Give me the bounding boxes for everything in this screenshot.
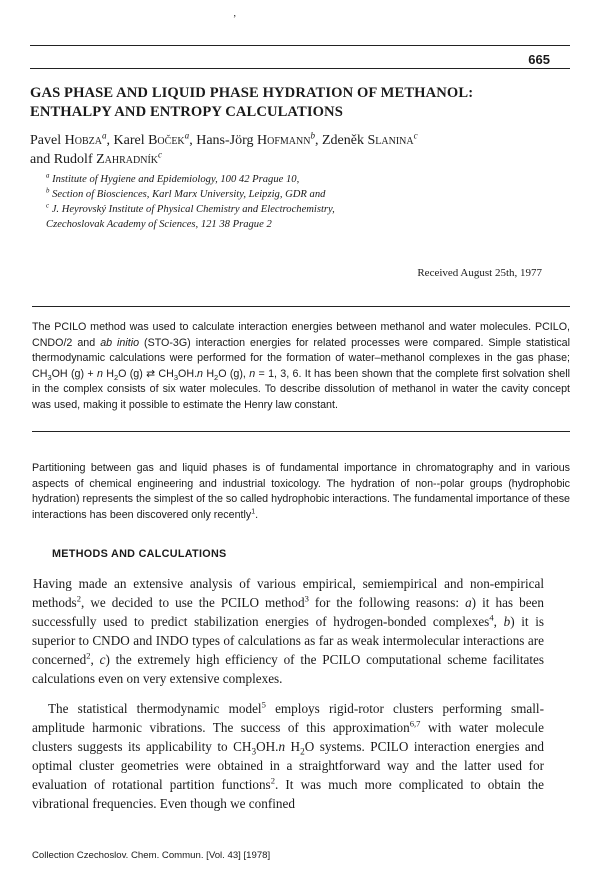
methods-paragraph-1 [32, 574, 544, 688]
body-text: The statistical thermodynamic model [48, 701, 262, 716]
body-text: ) it is superior to CNDO and INDO types of calculations as far as weak intermolecular interactions are concerned [32, 614, 545, 667]
separator: , [315, 133, 322, 148]
reference-mark: 2 [86, 650, 91, 661]
affil-text: J. Heyrovský Institute of Physical Chemistry and Electrochemistry, [49, 204, 335, 215]
author-affil-mark: b [310, 130, 315, 141]
affil-mark: b [46, 187, 50, 195]
abstract-text: H [102, 367, 114, 380]
body-text: for the following reasons: [308, 595, 466, 610]
header-rule [30, 45, 570, 46]
body-text: , [493, 614, 504, 629]
subscript: 3 [173, 372, 179, 382]
abstract-text: OH (g) + [51, 367, 97, 380]
stray-mark: ’ [233, 14, 237, 25]
journal-footer: Collection Czechoslov. Chem. Commun. [Vol. 43] [1978] [32, 850, 271, 861]
subscript: 2 [300, 746, 305, 757]
abstract-text: O (g) ⇄ CH [118, 367, 174, 380]
abstract-bottom-rule [32, 431, 570, 432]
subscript: 2 [113, 372, 119, 382]
subscript: 3 [251, 746, 257, 757]
reference-mark: 6,7 [409, 718, 421, 729]
affil-text: Institute of Hygiene and Epidemiology, 100 42 Prague 10, [49, 174, 300, 185]
affiliations [46, 172, 566, 232]
subscript: 2 [214, 372, 219, 382]
affiliation-c [46, 202, 566, 217]
body-text: Having made an extensive analysis of various empirical, semiempirical and non-empirical methods [32, 576, 544, 610]
affil-text: Section of Biosciences, Karl Marx University, Leipzig, GDR and [49, 189, 326, 200]
author-affil-mark: a [184, 130, 190, 141]
reference-mark: 4 [489, 612, 494, 623]
section-heading: METHODS AND CALCULATIONS [52, 548, 227, 560]
body-text: H [285, 739, 301, 754]
page-number: 665 [528, 52, 550, 67]
body-text: employs rigid-rotor clusters performing small-amplitude harmonic vibrations. The success of this approximation [32, 701, 544, 735]
body-text: O systems. PCILO interaction energies and optimal cluster geometries were obtained in a straightforward way and the latter used for evaluation of rotational partition functions [32, 739, 545, 792]
intro-text: Partitioning between gas and liquid phases is of fundamental importance in chromatography and in various aspects of chemical engineering and industrial toxicology. The hydration of non--polar groups (hydrophobic hydration) represents the simplest of the so called hydrophobic interactions. The fundamental importance of these interactions has been discovered only recently [32, 462, 570, 521]
reference-mark: 2 [76, 593, 81, 604]
abstract-italic: n [96, 367, 103, 380]
body-text: OH. [256, 739, 279, 754]
author-affil-mark: c [413, 130, 418, 141]
received-date: Received August 25th, 1977 [417, 267, 542, 279]
affil-mark: c [46, 202, 50, 210]
methods-paragraph-2 [32, 699, 544, 813]
abstract-italic: n [249, 367, 256, 380]
abstract-italic: n [197, 367, 203, 380]
list-marker: c [99, 652, 106, 667]
separator: , [106, 133, 114, 148]
reference-mark: 2 [270, 775, 275, 786]
list-marker: b [503, 614, 511, 629]
body-text: , we decided to use the PCILO method [81, 595, 305, 610]
affiliation-b [46, 187, 566, 202]
author-conjunction: and [30, 151, 54, 167]
body-text: with water molecule clusters suggests its applicability to CH [32, 720, 544, 754]
author-last: Boček [148, 133, 185, 148]
author-list [30, 132, 570, 169]
abstract-top-rule [32, 306, 570, 307]
abstract-text: The PCILO method was used to calculate interaction energies between methanol and water molecules. PCILO, CNDO/2 and [32, 321, 570, 349]
author-affil-mark: a [101, 130, 107, 141]
separator: , [189, 133, 197, 148]
reference-mark: 5 [261, 699, 266, 710]
abstract-text: = 1, 3, 6. It has been shown that the complete first solvation shell in the complex consists of six water molecules. To describe dissolution of methanol in water the cavity concept was used, making it possible to estimate the Henry law constant. [32, 367, 570, 411]
title-line-2: ENTHALPY AND ENTROPY CALCULATIONS [30, 104, 343, 120]
abstract-text: (STO-3G) interaction energies for related processes were compared. Simple statistical thermodynamic calculations were performed for the formation of water–methanol complexes in the gas phase; CH [32, 336, 571, 380]
author-first: Pavel [30, 133, 65, 148]
body-text: ) the extremely high efficiency of the PCILO computational scheme facilitates calculations even on very extensive complexes. [32, 652, 544, 686]
author-last: Zahradník [96, 151, 158, 167]
author-first: Hans-Jörg [196, 133, 257, 148]
affiliation-c-cont: Czechoslovak Academy of Sciences, 121 38 Prague 2 [46, 219, 272, 230]
author-affil-mark: c [158, 148, 163, 159]
header-rule-lower [30, 68, 570, 69]
subscript: 3 [47, 372, 52, 382]
body-text: . It was much more complicated to obtain the vibrational frequencies. Even though we confined [32, 777, 544, 811]
author-first: Karel [113, 133, 149, 148]
introduction-paragraph [32, 461, 570, 523]
author-first: Zdeněk [322, 133, 368, 148]
abstract-italic: ab initio [100, 336, 140, 349]
article-title [30, 84, 570, 122]
body-text: , [90, 652, 100, 667]
title-line-1: GAS PHASE AND LIQUID PHASE HYDRATION OF METHANOL: [30, 85, 474, 101]
reference-mark: 1 [251, 508, 256, 516]
author-first: Rudolf [53, 151, 97, 167]
abstract-text: H [203, 367, 215, 380]
intro-text: . [255, 508, 259, 521]
affiliation-a [46, 172, 566, 187]
author-last: Hofmann [257, 133, 311, 148]
author-last: Hobza [64, 133, 102, 148]
reference-mark: 3 [304, 593, 309, 604]
abstract-text: OH. [178, 367, 198, 380]
abstract-text: O (g), [218, 367, 250, 380]
list-marker: a [465, 595, 472, 610]
body-italic: n [278, 739, 286, 754]
abstract [32, 320, 570, 414]
affil-mark: a [46, 172, 50, 180]
body-text: ) it has been successfully used to predict stabilization energies of hydrogen-bonded complexes [32, 595, 544, 629]
author-last: Slanina [367, 133, 414, 148]
